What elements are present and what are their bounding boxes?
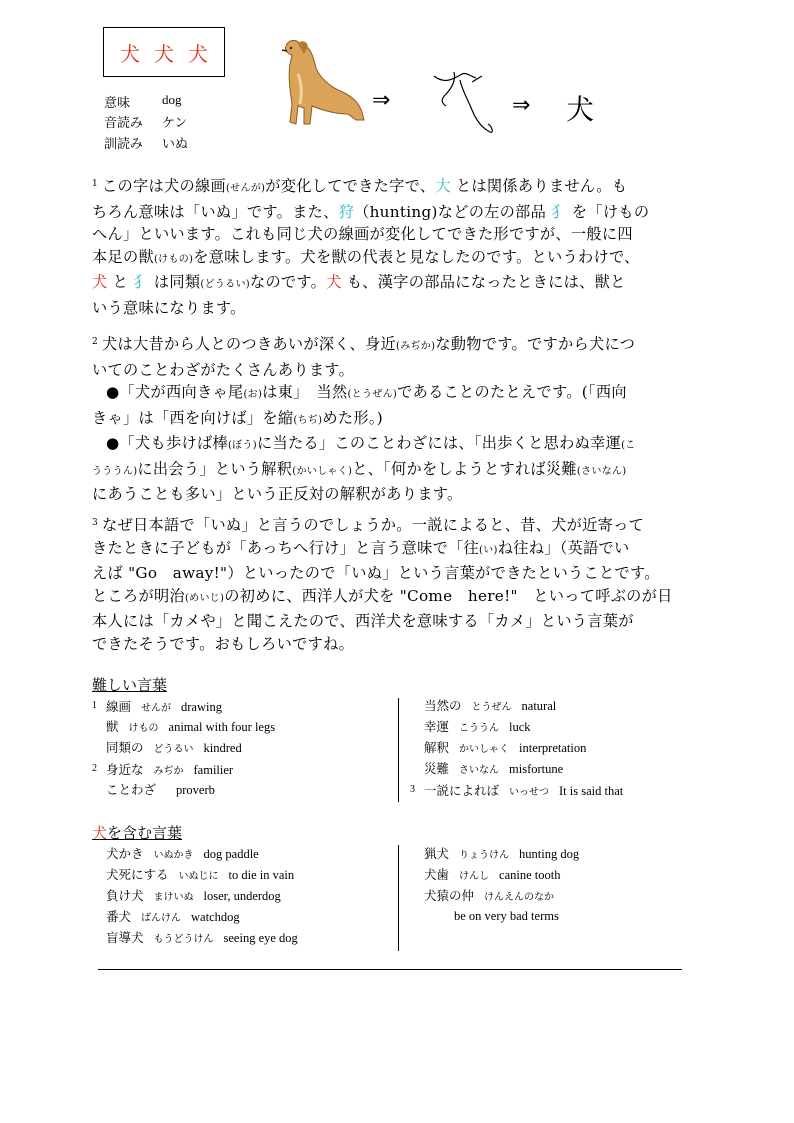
vocab-item: 同類の どうるい kindred [106, 740, 242, 755]
vocab-item: 盲導犬 もうどうけん seeing eye dog [106, 930, 298, 945]
bottom-divider [98, 969, 682, 970]
p2-bullet-1b: きゃ」は「西を向けば」を縮(ちぢ)めた形。) [92, 408, 383, 427]
p1-line-1: $^1$ この字は犬の線画(せんが)が変化してできた字で、大 とは関係ありません。も [92, 177, 628, 195]
paragraph-1 [92, 173, 704, 319]
meaning-value: dog [162, 92, 182, 107]
kanji-style-3: 犬 [188, 41, 208, 66]
p2-bullet-2a: ●「犬も歩けば棒(ぼう)に当たる」このことわざには、「出歩くと思わぬ幸運(こ [106, 434, 636, 452]
vocab-item: 犬かき いぬかき dog paddle [106, 846, 259, 861]
p3-line-6: できたそうです。おもしろいですね。 [92, 634, 355, 653]
p1-number: 1 [92, 179, 99, 189]
kanji-style-2: 犬 [154, 41, 174, 66]
p3-number: 3 [92, 518, 99, 528]
vocab-item: 当然の とうぜん natural [424, 698, 557, 713]
vocab1-right-column [410, 695, 700, 800]
vocab1-left-column [92, 695, 392, 800]
ancient-dog-glyph [432, 70, 502, 140]
vocab2-divider [398, 845, 399, 951]
kanji-style-1: 犬 [120, 41, 140, 66]
dog-illustration [278, 34, 370, 130]
kanji-title-box [103, 27, 225, 77]
modern-kanji: 犬 [566, 93, 595, 126]
vocab-item: 犬歯 けんし canine tooth [424, 867, 561, 882]
paragraph-2 [92, 331, 704, 506]
vocab-item: 幸運 こううん luck [424, 719, 531, 734]
arrow-1: ⇒ [372, 88, 391, 113]
p3-line-5: 本人には「カメや」と聞こえたので、西洋犬を意味する「カメ」という言葉が [92, 612, 634, 630]
paragraph-3 [92, 512, 704, 655]
meaning-label: 意味 [104, 96, 131, 111]
p2-line-2: いてのことわざがたくさんあります。 [92, 360, 355, 379]
arrow-2: ⇒ [512, 93, 531, 118]
kun-reading-row [104, 133, 188, 152]
on-reading-row [104, 112, 187, 131]
p2-bullet-1a: ●「犬が西向きゃ尾(お)は東」 当然(とうぜん)であることのたとえです。(「西向 [106, 383, 627, 401]
dog-words-title: 犬を含む言葉 [92, 824, 183, 842]
p3-line-1: $^3$ なぜ日本語で「いぬ」と言うのでしょうか。一説によると、昔、犬が近寄って [92, 516, 645, 534]
vocab-item: 番犬 ばんけん watchdog [106, 909, 240, 924]
p1-line-2: ちろん意味は「いぬ」です。また、狩（hunting)などの左の部品 犭 を「けもの [92, 202, 650, 221]
vocab-item: 3 一説によれば いっせつ It is said that [410, 783, 624, 798]
vocab-item: be on very bad terms [454, 909, 559, 923]
vocab2-left-column [106, 843, 396, 948]
vocab-item: 犬猿の仲 けんえんのなか [424, 888, 555, 903]
p2-number: 2 [92, 337, 99, 347]
p2-bullet-2c: にあうことも多い」という正反対の解釈があります。 [92, 485, 463, 503]
p2-line-1: $^2$ 犬は大昔から人とのつきあいが深く、身近(みぢか)な動物です。ですから犬につ [92, 335, 636, 353]
vocab-item: 1 線画 せんが drawing [92, 699, 222, 714]
vocab-item: 負け犬 まけいぬ loser, underdog [106, 888, 281, 903]
p3-line-4: ところが明治(めいじ)の初めに、西洋人が犬を "Come here!" といって呼ぶのが日 [92, 586, 673, 605]
p3-line-3: えば "Go away!"）といったので「いぬ」という言葉ができたということです。 [92, 564, 660, 582]
vocab-item: ことわざ proverb [106, 782, 215, 797]
p2-bullet-2b: うううん)に出会う」という解釈(かいしゃく)と、「何かをしようとすれば災難(さいなん) [92, 459, 627, 478]
p1-line-6: いう意味になります。 [92, 298, 246, 317]
on-reading-label: 音読み [104, 116, 144, 131]
vocab2-right-column [424, 843, 704, 927]
kun-reading-value: いぬ [162, 137, 189, 152]
vocab-item: 犬死にする いぬじに to die in vain [106, 867, 295, 882]
vocab-item: 災難 さいなん misfortune [424, 761, 564, 776]
p3-line-2: きたときに子どもが「あっちへ行け」と言う意味で「往(い)ね往ね」（英語でい [92, 538, 630, 557]
vocab-item: 猟犬 りょうけん hunting dog [424, 846, 580, 861]
kun-reading-label: 訓読み [104, 137, 144, 152]
difficult-words-title: 難しい言葉 [92, 676, 168, 694]
p1-line-5: 犬 と 犭 は同類(どうるい)なのです。犬 も、漢字の部品になったときには、獣と [92, 273, 626, 291]
vocab-item: 獣 けもの animal with four legs [106, 719, 276, 734]
meaning-row [104, 92, 182, 111]
vocab-item: 2 身近な みぢか familier [92, 762, 234, 777]
on-reading-value: ケン [162, 116, 188, 131]
vocab1-divider [398, 698, 399, 802]
p1-line-4: 本足の獣(けもの)を意味します。犬を獣の代表と見なしたのです。というわけで、 [92, 247, 640, 266]
vocab-item: 解釈 かいしゃく interpretation [424, 740, 587, 755]
p1-line-3: へん」といいます。これも同じ犬の線画が変化してできた形ですが、一般に四 [92, 225, 633, 243]
